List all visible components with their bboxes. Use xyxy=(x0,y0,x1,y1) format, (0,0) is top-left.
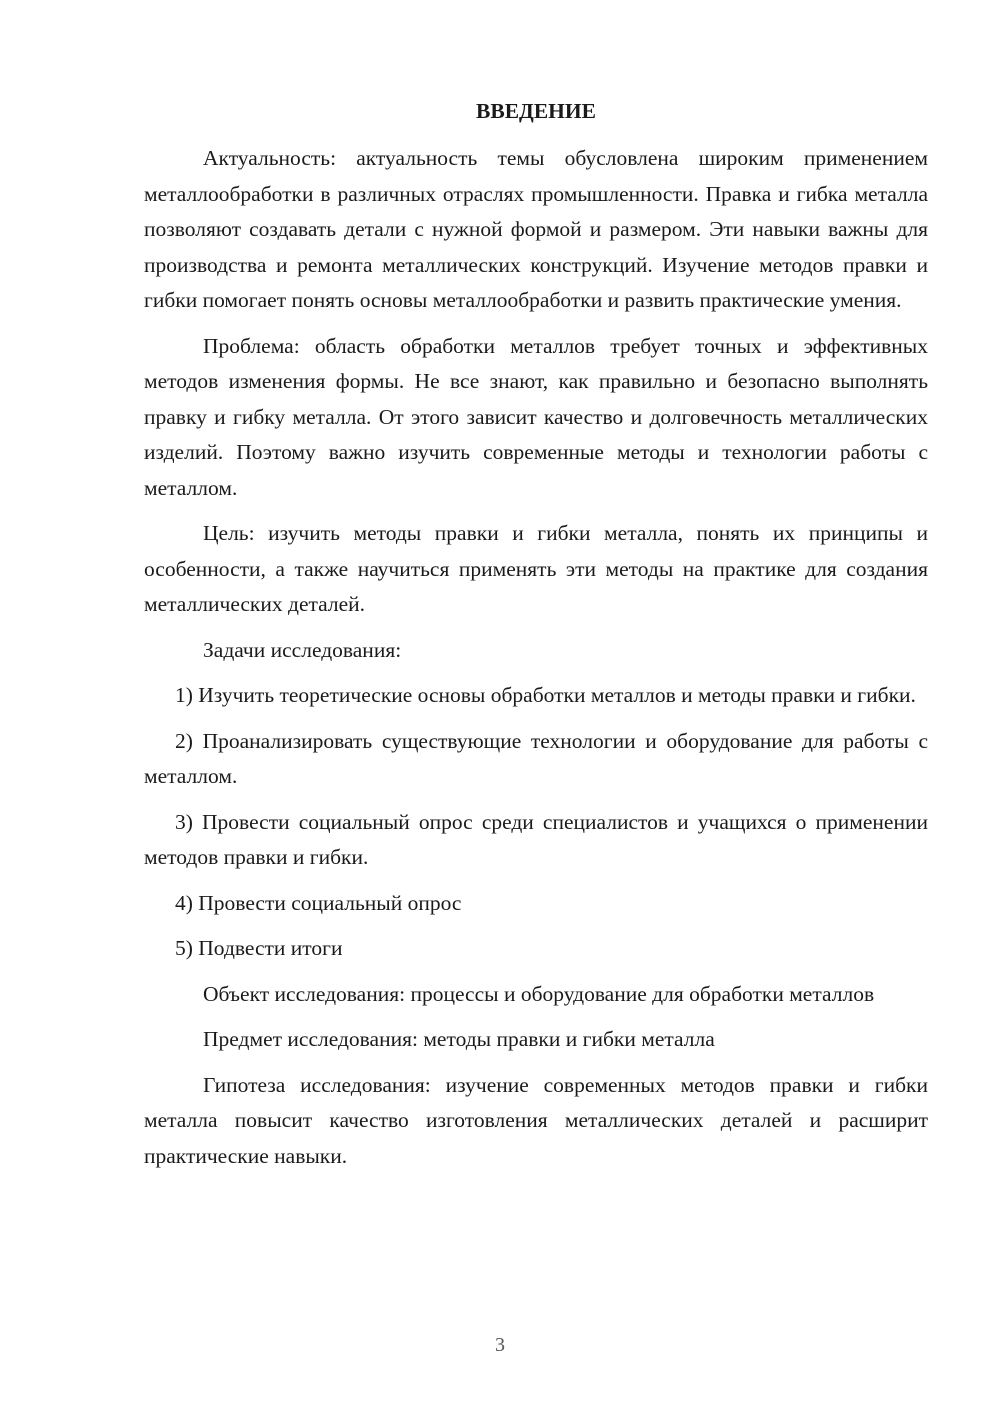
page-title: ВВЕДЕНИЕ xyxy=(476,99,596,123)
paragraph-hypothesis: Гипотеза исследования: изучение современных методов правки и гибки металла повысит качество изготовления металлических деталей и расширит практические навыки. xyxy=(144,1072,928,1168)
task-item-2: 2) Проанализировать существующие технологии и оборудование для работы с металлом. xyxy=(144,728,928,788)
tasks-heading: Задачи исследования: xyxy=(203,637,402,662)
paragraph-relevance: Актуальность: актуальность темы обусловлена широким применением металлообработки в различных отраслях промышленности. Правка и гибка металла позволяют создавать детали с нужной формой и размером. Эти навыки важны для производства и ремонта металлических конструкций. Изучение методов правки и гибки помогает понять основы металлообработки и развить практические умения. xyxy=(144,146,928,312)
task-item-4: 4) Провести социальный опрос xyxy=(175,890,462,915)
task-item-1: 1) Изучить теоретические основы обработки металлов и методы правки и гибки. xyxy=(175,683,916,707)
paragraph-subject: Предмет исследования: методы правки и гибки металла xyxy=(203,1027,715,1051)
paragraph-goal: Цель: изучить методы правки и гибки металла, понять их принципы и особенности, а также научиться применять эти методы на практике для создания металлических деталей. xyxy=(144,521,928,616)
paragraph-problem: Проблема: область обработки металлов требует точных и эффективных методов изменения формы. Не все знают, как правильно и безопасно выполнять правку и гибку металла. От этого зависит качество и долговечность металлических изделий. Поэтому важно изучить современные методы и технологии работы с металлом. xyxy=(144,333,928,500)
task-item-5: 5) Подвести итоги xyxy=(175,936,343,960)
paragraph-object: Объект исследования: процессы и оборудование для обработки металлов xyxy=(203,981,875,1006)
document-page xyxy=(144,94,928,1174)
task-item-3: 3) Провести социальный опрос среди специалистов и учащихся о применении методов правки и гибки. xyxy=(144,809,928,869)
page-number: 3 xyxy=(495,1334,505,1356)
